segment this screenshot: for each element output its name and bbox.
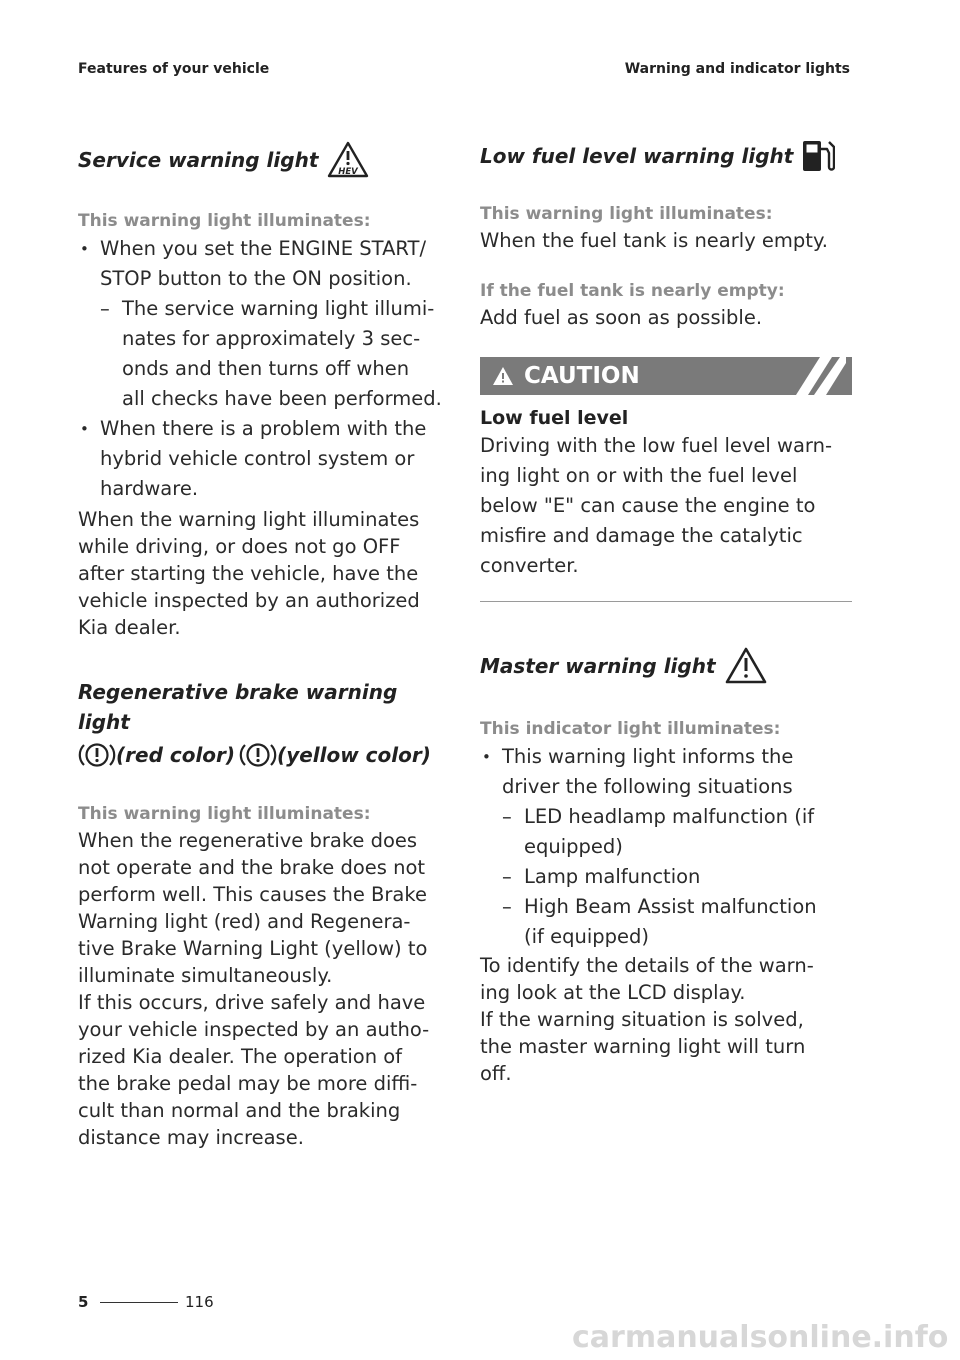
fuel-paragraph-2: Add fuel as soon as possible. <box>480 306 763 329</box>
master-title-text: Master warning light <box>480 654 716 678</box>
service-title-text: Service warning light <box>78 148 319 172</box>
brake-warning-yellow-icon <box>239 739 277 771</box>
list-item: – High Beam Assist malfunction (if equipped) <box>480 892 852 952</box>
caution-banner <box>480 357 852 395</box>
list-item: – Lamp malfunction <box>480 862 852 892</box>
footer-chapter-number: 5 <box>78 1293 89 1311</box>
master-subheading: This indicator light illuminates: <box>480 719 781 739</box>
regen-subheading: This warning light illuminates: <box>78 804 371 824</box>
brake-warning-red-icon <box>78 739 116 771</box>
yellow-color-label: (yellow color) <box>277 743 431 767</box>
left-column <box>78 140 450 1151</box>
regen-brake-title: Regenerative brake warning light <box>78 680 398 734</box>
right-column <box>480 137 852 1087</box>
caution-triangle-icon <box>492 366 514 386</box>
service-paragraph: When the warning light illuminates while driving, or does not go OFF after starting the vehicle, have the vehicle inspected by an authorized Kia dealer. <box>78 508 420 639</box>
service-subheading: This warning light illuminates: <box>78 211 371 231</box>
caution-label: CAUTION <box>524 363 640 389</box>
fuel-paragraph-1: When the fuel tank is nearly empty. <box>480 229 828 252</box>
list-item: • This warning light informs the driver the following situations <box>480 742 852 802</box>
list-item: – LED headlamp malfunction (if equipped) <box>480 802 852 862</box>
low-fuel-title <box>480 137 852 175</box>
svg-text:HEV: HEV <box>338 167 359 177</box>
fuel-subheading-2: If the fuel tank is nearly empty: <box>480 281 785 301</box>
header-section-title: Features of your vehicle <box>78 61 270 77</box>
service-warning-title <box>78 140 450 180</box>
master-paragraph: To identify the details of the warn- ing look at the LCD display. If the warning situation is solved, the master warning light will turn off. <box>480 954 814 1085</box>
caution-title: Low fuel level <box>480 407 629 429</box>
fuel-subheading-1: This warning light illuminates: <box>480 204 773 224</box>
header-chapter-title: Warning and indicator lights <box>624 61 850 77</box>
regen-paragraph: When the regenerative brake does not operate and the brake does not perform well. This causes the Brake Warning light (red) and Regenera- tive Brake Warning Light (yellow) to illuminate simultaneously. If this occurs, drive safely and have your vehicle inspected by an autho- rized Kia dealer. The operation of the brake pedal may be more diffi- cult than normal and the braking distance may increase. <box>78 829 430 1149</box>
caution-body: Driving with the low fuel level warn- ing light on or with the fuel level below "E" can cause the engine to misfire and damage the catalytic converter. <box>480 434 832 577</box>
list-item: – The service warning light illumi- nates for approximately 3 sec- onds and then turns off when all checks have been performed. <box>78 294 450 414</box>
list-item: • When there is a problem with the hybrid vehicle control system or hardware. <box>78 414 450 504</box>
regen-brake-title-line2 <box>78 739 450 771</box>
list-item: • When you set the ENGINE START/ STOP button to the ON position. <box>78 234 450 294</box>
red-color-label: (red color) <box>116 743 236 767</box>
footer-page-number: 116 <box>185 1293 214 1311</box>
caution-slash-decoration <box>796 357 846 395</box>
fuel-pump-icon <box>801 137 835 175</box>
fuel-title-text: Low fuel level warning light <box>480 144 794 168</box>
footer-rule <box>100 1302 178 1303</box>
master-warning-title <box>480 646 852 686</box>
watermark: carmanualsonline.info <box>572 1320 949 1355</box>
master-warning-icon <box>724 646 768 686</box>
hev-warning-icon <box>326 140 370 180</box>
